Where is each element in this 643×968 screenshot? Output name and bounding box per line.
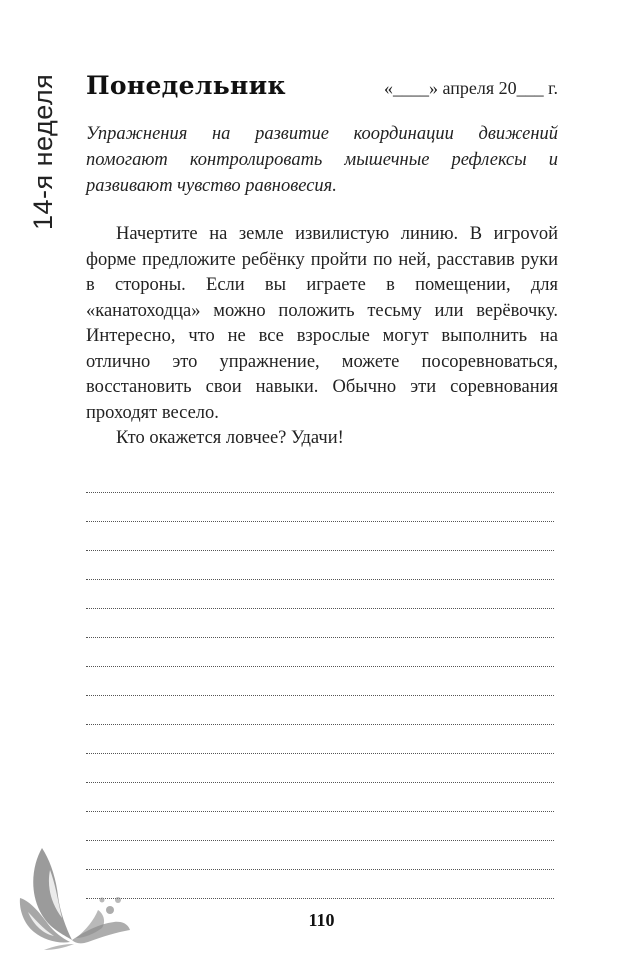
week-label: 14-я неделя	[28, 73, 58, 230]
butterfly-ornament-icon	[14, 840, 134, 955]
writing-line	[86, 551, 554, 580]
writing-line	[86, 493, 554, 522]
writing-line	[86, 870, 554, 899]
page-header	[86, 71, 558, 105]
page-number: 110	[308, 910, 335, 930]
writing-line	[86, 696, 554, 725]
writing-line	[86, 667, 554, 696]
writing-line	[86, 609, 554, 638]
writing-line	[86, 754, 554, 783]
date-field: «____» апреля 20___ г.	[384, 78, 558, 98]
writing-line	[86, 841, 554, 870]
writing-line	[86, 725, 554, 754]
writing-line	[86, 464, 554, 493]
paragraph-instructions: Начертите на земле извилистую линию. В игроvой форме предложите ребёнку пройти по ней, расставив руки в стороны. Если вы играете в помещении, для «канатоходца» можно положить тесьму или верёвочку. Интересно, что не все взрослые могут выполнить на отлично это упражнение, можете посоревноваться, восстановить свои навыки. Обычно эти соревнования проходят весело.	[86, 224, 558, 423]
writing-line	[86, 638, 554, 667]
body-text	[86, 222, 558, 452]
intro-text: Упражнения на развитие координации движений помогают контролировать мышечные рефлексы и развивают чувство равновесия.	[86, 124, 558, 196]
writing-line	[86, 783, 554, 812]
day-title: Понедельник	[86, 71, 286, 100]
writing-line	[86, 580, 554, 609]
writing-lines	[86, 464, 554, 899]
paragraph-closing: Кто окажется ловчее? Удачи!	[116, 428, 344, 448]
writing-line	[86, 522, 554, 551]
writing-line	[86, 812, 554, 841]
